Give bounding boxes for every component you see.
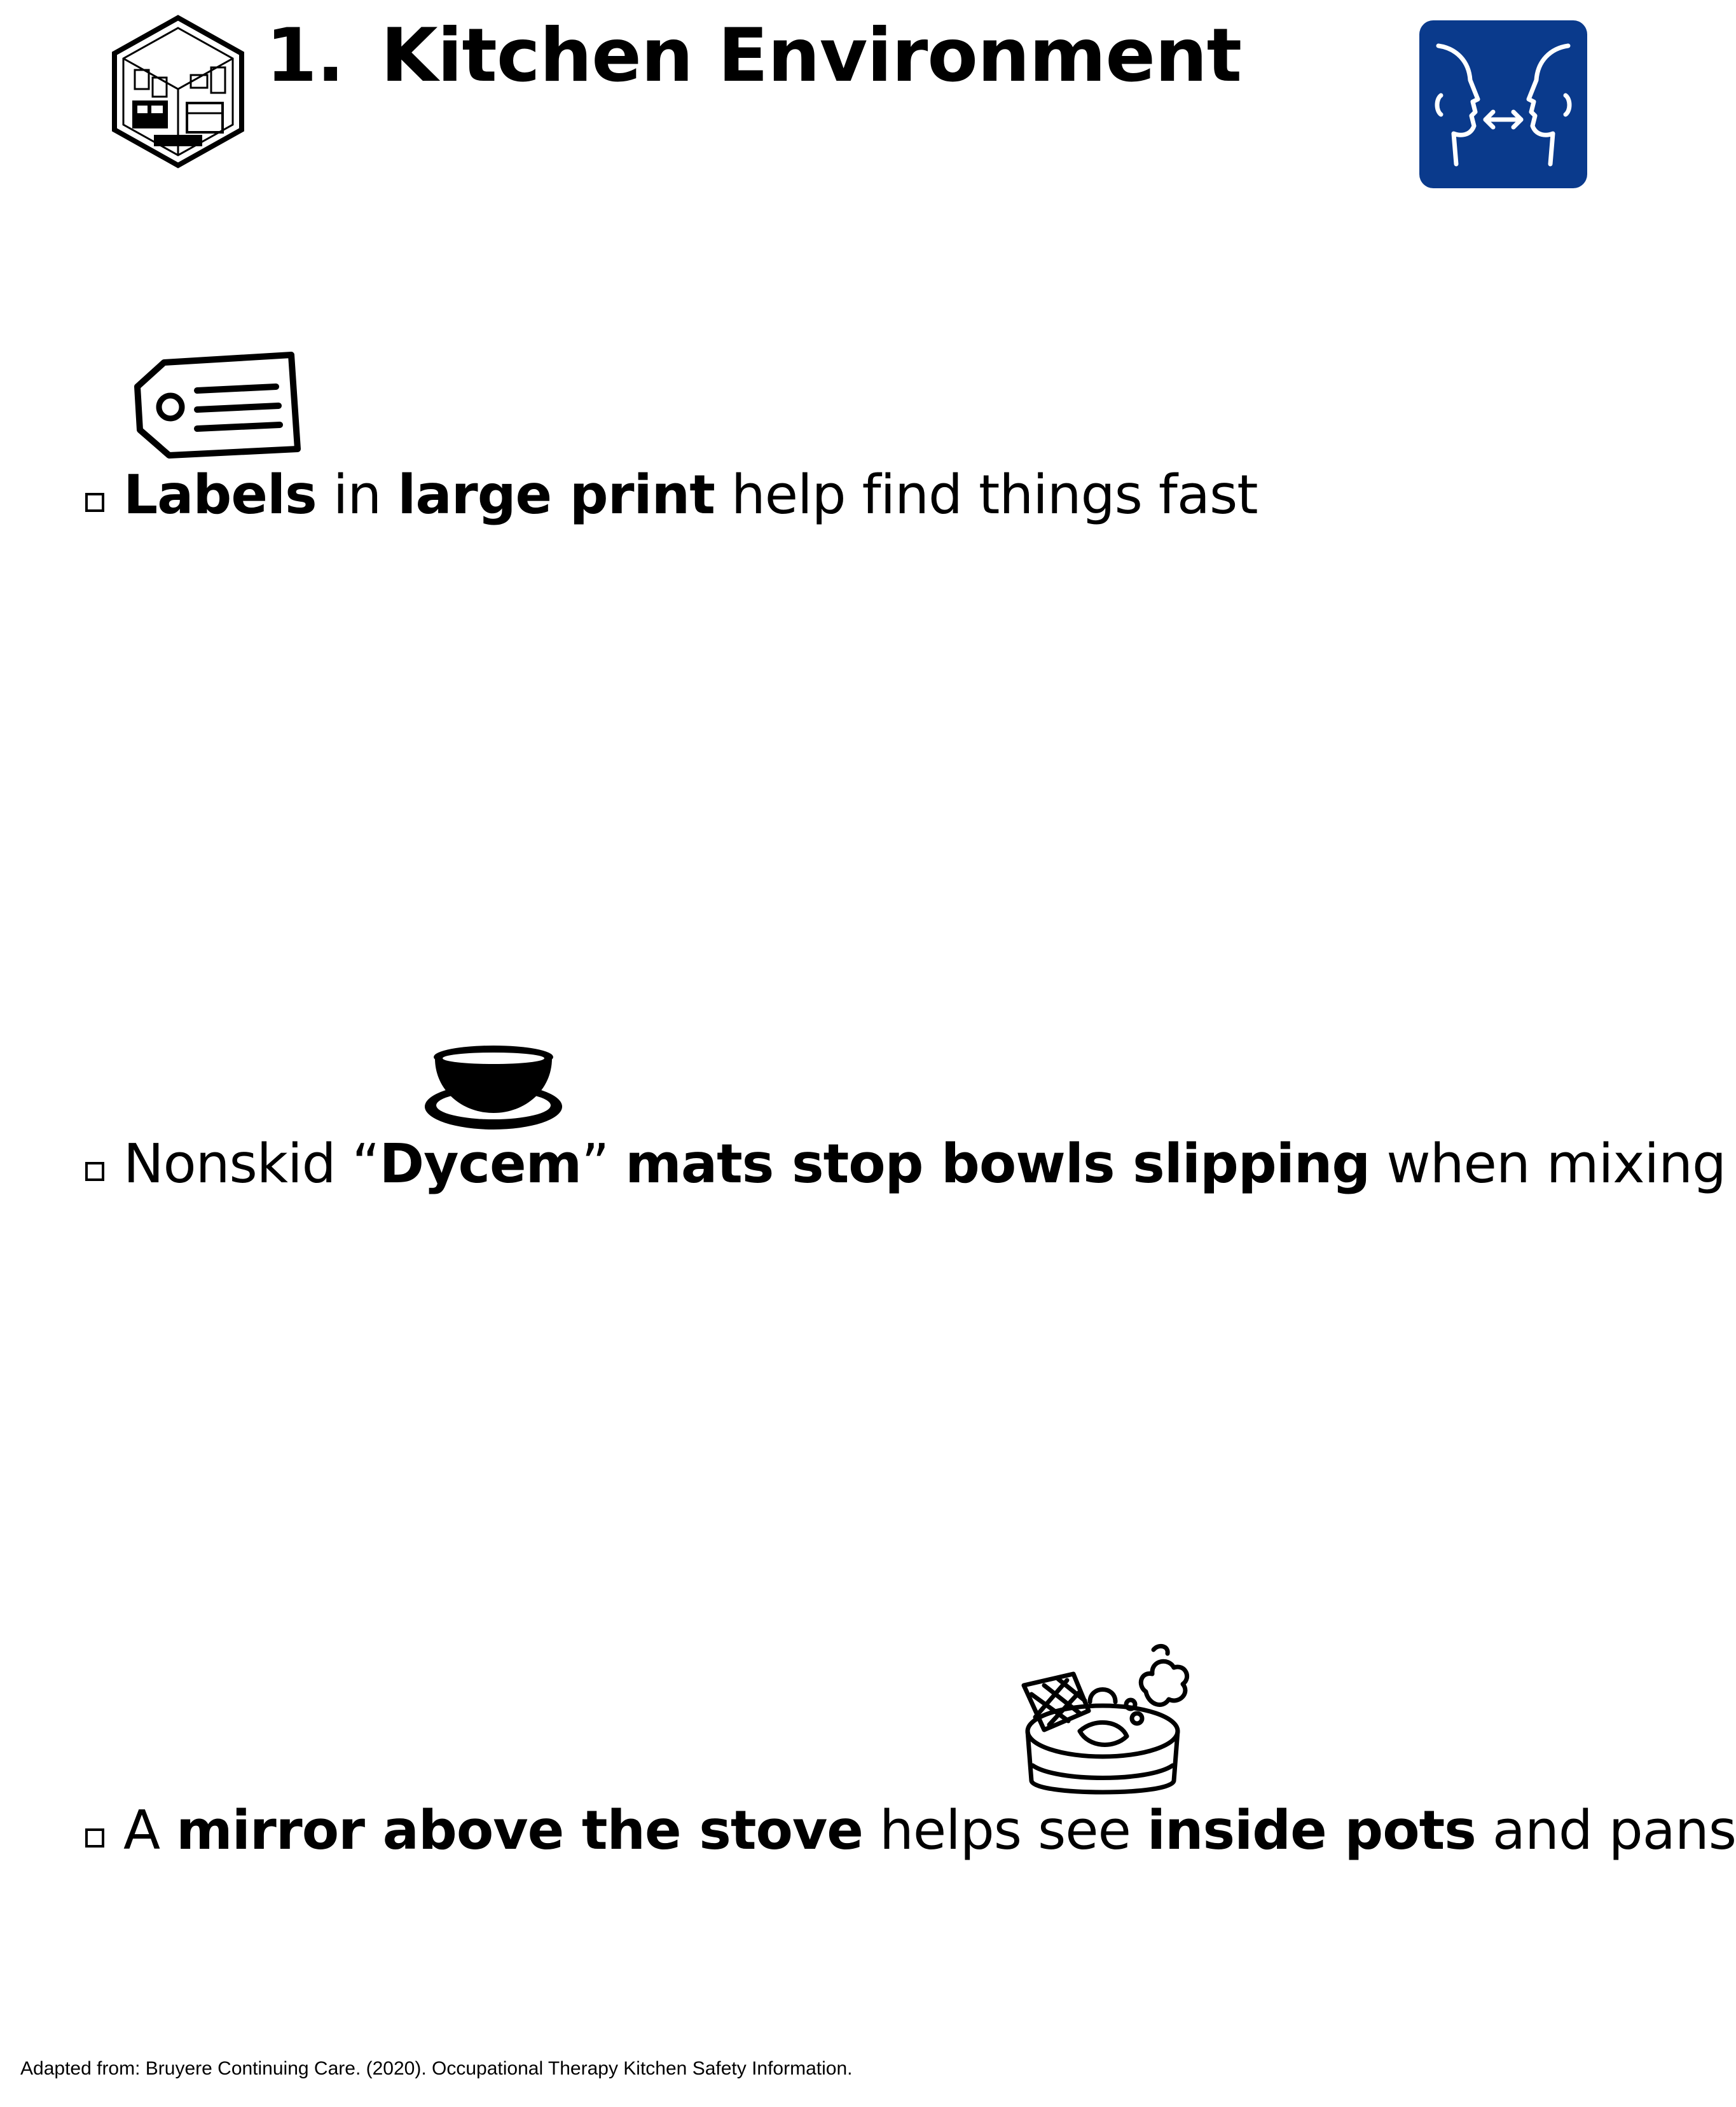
item-text: ” [581,1133,626,1196]
checkbox[interactable] [85,493,104,512]
item-text: Labels [123,464,317,527]
item-text: Dycem [379,1133,582,1196]
pot-icon [1019,1641,1189,1802]
item-text: A [123,1799,177,1862]
checklist-item-mirror [85,1799,1736,1863]
section-title: Kitchen Environment [380,13,1242,99]
communication-icon [1419,20,1587,188]
checklist-item-dycem [85,1132,1726,1197]
item-text: large print [397,464,715,527]
page-title [266,11,1241,100]
checklist-item-labels [85,463,1258,528]
checkbox[interactable] [85,1828,104,1848]
item-text: mats stop bowls slipping [625,1133,1370,1196]
item-text: in [316,464,398,527]
item-text: help find things fast [714,464,1258,527]
tag-label-icon [131,346,303,462]
item-text: inside pots [1147,1799,1476,1862]
section-number: 1. [266,13,344,99]
checkbox[interactable] [85,1162,104,1181]
item-text: Nonskid “ [123,1133,380,1196]
kitchen-icon [109,14,247,169]
item-text: and pans [1475,1799,1736,1862]
bowl-icon [420,1043,567,1137]
item-text: helps see [862,1799,1147,1862]
footer-credit: Adapted from: Bruyere Continuing Care. (2020). Occupational Therapy Kitchen Safety Information. [20,2058,853,2079]
item-text: mirror above the stove [176,1799,863,1862]
item-text: when mixing [1370,1133,1726,1196]
